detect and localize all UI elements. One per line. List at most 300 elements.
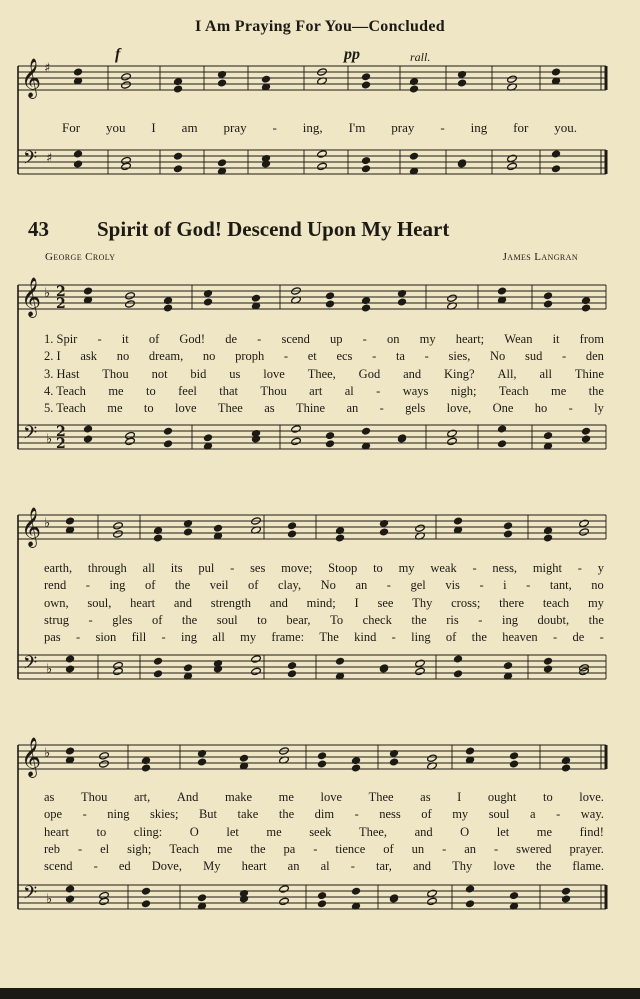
- note-head-icon: [507, 75, 518, 83]
- note-head-icon: [73, 68, 82, 76]
- lyric-syllable: -: [75, 630, 81, 645]
- lyric-syllable: No: [490, 349, 506, 364]
- note-head-icon: [581, 435, 590, 443]
- lyric-syllable: heart;: [455, 332, 485, 346]
- lyric-syllable: an: [464, 841, 477, 856]
- lyric-syllable: tant,: [549, 578, 572, 593]
- lyric-syllable: its: [170, 561, 183, 575]
- lyric-syllable: and: [269, 595, 288, 610]
- note-head-icon: [409, 152, 418, 160]
- lyric-syllable: way.: [580, 807, 604, 822]
- lyric-syllable: might: [532, 561, 562, 575]
- lyric-syllable: Thine: [574, 366, 604, 381]
- lyric-syllable: Teach: [169, 841, 200, 856]
- page-bottom-edge: [0, 988, 640, 999]
- lyric-syllable: take: [237, 807, 259, 822]
- note-head-icon: [453, 670, 462, 678]
- lyric-syllable: ta: [395, 349, 405, 364]
- lyric-syllable: my: [419, 332, 436, 346]
- lyric-syllable: to: [257, 612, 267, 627]
- system2-verse-4: [44, 613, 604, 628]
- lyric-syllable: -: [85, 578, 90, 593]
- lyric-syllable: my: [587, 595, 604, 610]
- lyric-syllable: sies,: [448, 349, 471, 364]
- note-head-icon: [317, 900, 326, 908]
- key-signature-icon: ♭: [46, 662, 53, 677]
- lyric-syllable: own,: [44, 595, 69, 610]
- lyric-syllable: 1. Spir: [44, 332, 78, 346]
- note-head-icon: [65, 885, 74, 893]
- note-head-icon: [83, 287, 92, 295]
- note-head-icon: [183, 664, 192, 672]
- lyric-syllable: let: [226, 824, 239, 839]
- lyric-syllable: soul,: [87, 595, 112, 610]
- lyric-syllable: ask: [80, 349, 98, 364]
- lyric-syllable: Thee,: [358, 824, 388, 839]
- note-head-icon: [581, 304, 590, 312]
- lyric-syllable: ning: [107, 807, 130, 822]
- lyric-syllable: a: [530, 807, 536, 822]
- lyric-syllable: ways: [402, 383, 429, 398]
- music-credit: James Langran: [502, 251, 578, 263]
- key-signature-icon: ♭: [44, 286, 51, 301]
- lyric-syllable: art,: [133, 790, 151, 804]
- lyric-syllable: ing: [109, 578, 126, 593]
- lyric-syllable: The: [319, 630, 339, 645]
- lyric-syllable: through: [87, 561, 127, 575]
- lyric-syllable: to: [143, 401, 154, 416]
- lyric-syllable: den: [585, 349, 604, 364]
- key-signature-icon: ♯: [46, 151, 53, 166]
- key-signature-icon: ♭: [46, 432, 53, 447]
- lyric-syllable: all: [142, 561, 156, 575]
- system3-verse-1: [44, 790, 604, 805]
- lyric-syllable: -: [479, 578, 484, 593]
- note-head-icon: [325, 292, 334, 300]
- note-head-icon: [335, 534, 344, 542]
- lyric-syllable: to: [542, 790, 553, 804]
- note-head-icon: [317, 760, 326, 768]
- note-head-icon: [251, 294, 260, 302]
- system1-verse-3: [44, 367, 604, 382]
- lyric-syllable: -: [577, 561, 582, 575]
- system3-verse-4: [44, 842, 604, 857]
- bass-clef-icon: 𝄢: [23, 883, 38, 908]
- lyric-syllable: weak: [430, 561, 457, 575]
- lyric-syllable: -: [97, 332, 102, 346]
- note-head-icon: [509, 752, 518, 760]
- lyric-syllable: -: [350, 859, 355, 874]
- lyric-syllable: me: [536, 824, 553, 839]
- note-head-icon: [579, 528, 590, 536]
- lyric-syllable: the: [588, 383, 604, 398]
- lyric-syllable: earth,: [44, 561, 73, 575]
- lyric-syllable: But: [198, 807, 218, 822]
- lyric-syllable: all: [539, 366, 552, 381]
- note-head-icon: [453, 655, 462, 663]
- note-head-icon: [65, 665, 74, 673]
- system3-verse-3: [44, 825, 604, 840]
- lyric-syllable: -: [257, 332, 262, 346]
- lyric-syllable: pul: [198, 561, 215, 575]
- key-signature-icon: ♯: [44, 61, 51, 76]
- top-lyric-word: for: [513, 120, 529, 135]
- lyric-syllable: -: [562, 349, 567, 364]
- lyric-syllable: ness: [379, 807, 401, 822]
- note-head-icon: [261, 75, 270, 83]
- lyric-syllable: the: [250, 841, 266, 856]
- lyric-syllable: as: [420, 790, 431, 804]
- lyric-syllable: me: [107, 401, 123, 416]
- treble-clef-icon: 𝄞: [21, 58, 42, 98]
- lyric-syllable: ho: [534, 401, 548, 416]
- note-head-icon: [325, 300, 334, 308]
- key-signature-icon: ♭: [46, 892, 53, 907]
- lyric-syllable: of: [144, 578, 156, 593]
- top-lyric-word: you.: [554, 120, 577, 135]
- lyric-syllable: -: [161, 630, 166, 645]
- lyric-syllable: Thou: [81, 790, 108, 804]
- lyric-syllable: on: [386, 332, 400, 346]
- lyric-syllable: Dove,: [151, 859, 182, 874]
- note-head-icon: [99, 760, 110, 768]
- note-head-icon: [121, 73, 132, 81]
- lyric-syllable: pa: [283, 841, 296, 856]
- lyric-syllable: dream,: [148, 349, 184, 364]
- lyric-syllable: to: [96, 824, 107, 839]
- lyric-syllable: Wean: [504, 332, 533, 346]
- lyric-syllable: heaven: [502, 630, 538, 645]
- lyric-syllable: frame:: [271, 630, 305, 645]
- lyric-syllable: God!: [179, 332, 206, 346]
- lyric-syllable: -: [386, 578, 391, 593]
- words-credit: George Croly: [45, 251, 116, 263]
- note-head-icon: [183, 528, 192, 536]
- note-head-icon: [561, 887, 570, 895]
- lyric-syllable: there: [499, 595, 525, 610]
- lyric-syllable: -: [372, 349, 377, 364]
- note-head-icon: [99, 752, 110, 760]
- lyric-syllable: the: [181, 612, 198, 627]
- note-head-icon: [287, 662, 296, 670]
- lyric-syllable: feel: [178, 383, 197, 398]
- lyric-syllable: sud: [524, 349, 543, 364]
- lyric-syllable: as: [264, 401, 275, 416]
- lyric-syllable: el: [100, 841, 110, 856]
- lyric-syllable: gel: [410, 578, 426, 593]
- lyric-syllable: us: [229, 366, 241, 381]
- lyric-syllable: i: [503, 578, 507, 593]
- note-head-icon: [163, 427, 172, 435]
- lyric-syllable: proph: [235, 349, 265, 364]
- note-head-icon: [141, 900, 150, 908]
- lyric-syllable: Teach: [498, 383, 529, 398]
- top-lyrics: [62, 120, 577, 136]
- lyric-syllable: ris: [446, 612, 459, 627]
- treble-clef-icon: 𝄞: [21, 737, 42, 777]
- lyric-syllable: heart: [241, 859, 267, 874]
- lyric-syllable: the: [536, 859, 552, 874]
- lyric-syllable: bear,: [286, 612, 311, 627]
- lyric-syllable: -: [599, 630, 604, 645]
- note-head-icon: [497, 287, 506, 295]
- lyric-syllable: Stoop: [328, 561, 358, 575]
- lyric-syllable: of: [148, 332, 160, 346]
- pianissimo-marking: pp: [344, 46, 360, 63]
- note-head-icon: [509, 760, 518, 768]
- lyric-syllable: Thou: [260, 383, 287, 398]
- lyric-syllable: love: [320, 790, 343, 804]
- lyric-syllable: -: [472, 561, 477, 575]
- lyric-syllable: bid: [190, 366, 207, 381]
- lyric-syllable: an: [287, 859, 300, 874]
- lyric-syllable: -: [391, 630, 396, 645]
- lyric-syllable: up: [330, 332, 343, 346]
- lyric-syllable: the: [588, 612, 604, 627]
- note-head-icon: [153, 670, 162, 678]
- lyric-syllable: my: [240, 630, 257, 645]
- lyric-syllable: gels: [405, 401, 426, 416]
- lyric-syllable: soul: [488, 807, 510, 822]
- note-head-icon: [141, 764, 150, 772]
- system3-verse-2: [44, 807, 604, 822]
- lyric-syllable: and: [173, 595, 192, 610]
- note-head-icon: [125, 292, 136, 300]
- top-lyric-word: am: [181, 120, 198, 135]
- lyric-syllable: -: [354, 807, 359, 822]
- lyric-syllable: O: [460, 824, 470, 839]
- lyric-syllable: pas: [44, 630, 61, 645]
- note-head-icon: [415, 659, 426, 667]
- note-head-icon: [457, 79, 466, 87]
- lyric-syllable: -: [88, 612, 93, 627]
- lyric-syllable: an: [355, 578, 368, 593]
- note-head-icon: [163, 304, 172, 312]
- lyric-syllable: swered: [516, 841, 552, 856]
- note-head-icon: [503, 522, 512, 530]
- system2-verse-3: [44, 596, 604, 611]
- lyric-syllable: sigh;: [127, 841, 152, 856]
- lyric-syllable: -: [379, 401, 384, 416]
- note-head-icon: [173, 165, 182, 173]
- note-head-icon: [361, 427, 370, 435]
- top-lyric-word: -: [440, 120, 445, 135]
- note-head-icon: [279, 885, 290, 893]
- lyric-syllable: ecs: [336, 349, 353, 364]
- lyric-syllable: it: [121, 332, 129, 346]
- lyric-syllable: it: [552, 332, 560, 346]
- lyric-syllable: -: [494, 841, 499, 856]
- lyric-syllable: find!: [579, 824, 604, 839]
- lyric-syllable: Thee: [217, 401, 243, 416]
- note-head-icon: [497, 440, 506, 448]
- note-head-icon: [83, 435, 92, 443]
- lyric-syllable: ly: [594, 401, 604, 416]
- note-head-icon: [507, 154, 518, 162]
- bass-clef-icon: 𝄢: [23, 423, 38, 448]
- note-head-icon: [251, 655, 262, 663]
- top-lyric-word: -: [272, 120, 277, 135]
- forte-marking: f: [115, 46, 121, 63]
- lyric-syllable: of: [383, 841, 394, 856]
- lyric-syllable: One: [492, 401, 514, 416]
- system1-verse-4: [44, 384, 604, 399]
- note-head-icon: [465, 900, 474, 908]
- lyric-syllable: -: [526, 578, 531, 593]
- note-head-icon: [197, 894, 206, 902]
- lyric-syllable: me: [278, 790, 294, 804]
- note-head-icon: [447, 437, 458, 445]
- lyric-syllable: -: [478, 612, 483, 627]
- lyric-syllable: -: [552, 630, 558, 645]
- lyric-syllable: of: [151, 612, 163, 627]
- lyric-syllable: 4. Teach: [44, 383, 86, 398]
- lyric-syllable: Thy: [412, 595, 433, 610]
- note-head-icon: [361, 304, 370, 312]
- lyric-syllable: my: [398, 561, 415, 575]
- lyric-syllable: clay,: [277, 578, 302, 593]
- note-head-icon: [351, 764, 360, 772]
- lyric-syllable: -: [82, 807, 87, 822]
- note-head-icon: [239, 754, 248, 762]
- note-head-icon: [203, 298, 212, 306]
- note-head-icon: [361, 81, 370, 89]
- lyric-syllable: Thou: [102, 366, 129, 381]
- lyric-syllable: 3. Hast: [44, 366, 80, 381]
- lyric-syllable: 2. I: [44, 349, 61, 364]
- hymn-title: Spirit of God! Descend Upon My Heart: [97, 217, 450, 241]
- note-head-icon: [509, 892, 518, 900]
- lyric-syllable: move;: [281, 561, 313, 575]
- top-lyric-word: For: [62, 120, 81, 135]
- note-head-icon: [361, 73, 370, 81]
- note-head-icon: [389, 758, 398, 766]
- time-signature-icon: 2: [56, 436, 66, 452]
- treble-clef-icon: 𝄞: [21, 507, 42, 547]
- note-head-icon: [291, 425, 302, 433]
- note-head-icon: [561, 764, 570, 772]
- lyric-syllable: un: [411, 841, 425, 856]
- note-head-icon: [415, 667, 426, 675]
- system2-verse-1: [44, 561, 604, 576]
- lyric-syllable: scend: [44, 859, 73, 874]
- lyric-syllable: et: [307, 349, 317, 364]
- note-head-icon: [279, 897, 290, 905]
- hymn-number: 43: [28, 217, 49, 241]
- note-head-icon: [65, 655, 74, 663]
- lyric-syllable: of: [445, 630, 457, 645]
- lyric-syllable: -: [424, 349, 429, 364]
- note-head-icon: [497, 425, 506, 433]
- lyric-syllable: of: [421, 807, 432, 822]
- note-head-icon: [65, 747, 74, 755]
- lyric-syllable: nigh;: [450, 383, 477, 398]
- lyric-syllable: see: [377, 595, 394, 610]
- note-head-icon: [153, 534, 162, 542]
- note-head-icon: [287, 530, 296, 538]
- note-head-icon: [197, 758, 206, 766]
- lyric-syllable: 5. Teach: [44, 401, 86, 416]
- note-head-icon: [581, 427, 590, 435]
- note-head-icon: [125, 300, 136, 308]
- key-signature-icon: ♭: [44, 516, 51, 531]
- note-head-icon: [503, 530, 512, 538]
- lyric-syllable: -: [230, 561, 235, 575]
- note-head-icon: [361, 165, 370, 173]
- lyric-syllable: an: [346, 401, 359, 416]
- system2-verse-2: [44, 578, 604, 593]
- lyric-syllable: flame.: [572, 859, 604, 874]
- lyric-syllable: love.: [579, 790, 604, 804]
- note-head-icon: [73, 150, 82, 158]
- note-head-icon: [291, 437, 302, 445]
- note-head-icon: [427, 889, 438, 897]
- lyric-syllable: de: [225, 332, 238, 346]
- lyric-syllable: tience: [335, 841, 366, 856]
- note-head-icon: [543, 292, 552, 300]
- rall-marking: rall.: [410, 50, 431, 64]
- lyric-syllable: tar,: [376, 859, 392, 874]
- note-head-icon: [317, 162, 328, 170]
- lyric-syllable: ope: [44, 807, 63, 822]
- note-head-icon: [551, 150, 560, 158]
- top-lyric-word: I: [151, 120, 156, 135]
- note-head-icon: [317, 752, 326, 760]
- lyric-syllable: vis: [445, 578, 460, 593]
- lyric-syllable: All,: [497, 366, 517, 381]
- top-lyric-word: pray: [391, 120, 415, 135]
- note-head-icon: [251, 667, 262, 675]
- lyric-syllable: and: [403, 366, 422, 381]
- lyric-syllable: ing: [501, 612, 518, 627]
- lyric-syllable: No: [320, 578, 336, 593]
- lyric-syllable: the: [278, 807, 295, 822]
- lyric-syllable: and: [412, 859, 431, 874]
- lyric-syllable: -: [376, 383, 381, 398]
- note-head-icon: [121, 81, 132, 89]
- lyric-syllable: Thy: [452, 859, 473, 874]
- time-signature-icon: 2: [56, 296, 66, 312]
- note-head-icon: [507, 162, 518, 170]
- lyric-syllable: from: [579, 332, 604, 346]
- lyric-syllable: all: [212, 630, 225, 645]
- lyric-syllable: Thee: [368, 790, 394, 804]
- lyric-syllable: teach: [542, 595, 570, 610]
- note-head-icon: [579, 519, 590, 527]
- lyric-syllable: veil: [209, 578, 229, 593]
- lyric-syllable: the: [174, 578, 191, 593]
- lyric-syllable: -: [313, 841, 318, 856]
- note-head-icon: [561, 895, 570, 903]
- time-signature-icon: 2: [56, 424, 66, 440]
- key-signature-icon: ♭: [44, 746, 51, 761]
- lyric-syllable: heart: [44, 824, 69, 839]
- note-head-icon: [427, 897, 438, 905]
- lyric-syllable: dim: [314, 807, 335, 822]
- lyric-syllable: love: [493, 859, 515, 874]
- lyric-syllable: King?: [444, 366, 475, 381]
- lyric-syllable: I: [354, 595, 359, 610]
- lyric-syllable: -: [362, 332, 367, 346]
- note-head-icon: [543, 432, 552, 440]
- lyric-syllable: no: [116, 349, 130, 364]
- note-head-icon: [325, 440, 334, 448]
- note-head-icon: [325, 432, 334, 440]
- page-header-title: I Am Praying For You—Concluded: [195, 18, 445, 35]
- lyric-syllable: and: [414, 824, 433, 839]
- note-head-icon: [465, 747, 474, 755]
- lyric-syllable: reb: [44, 841, 60, 856]
